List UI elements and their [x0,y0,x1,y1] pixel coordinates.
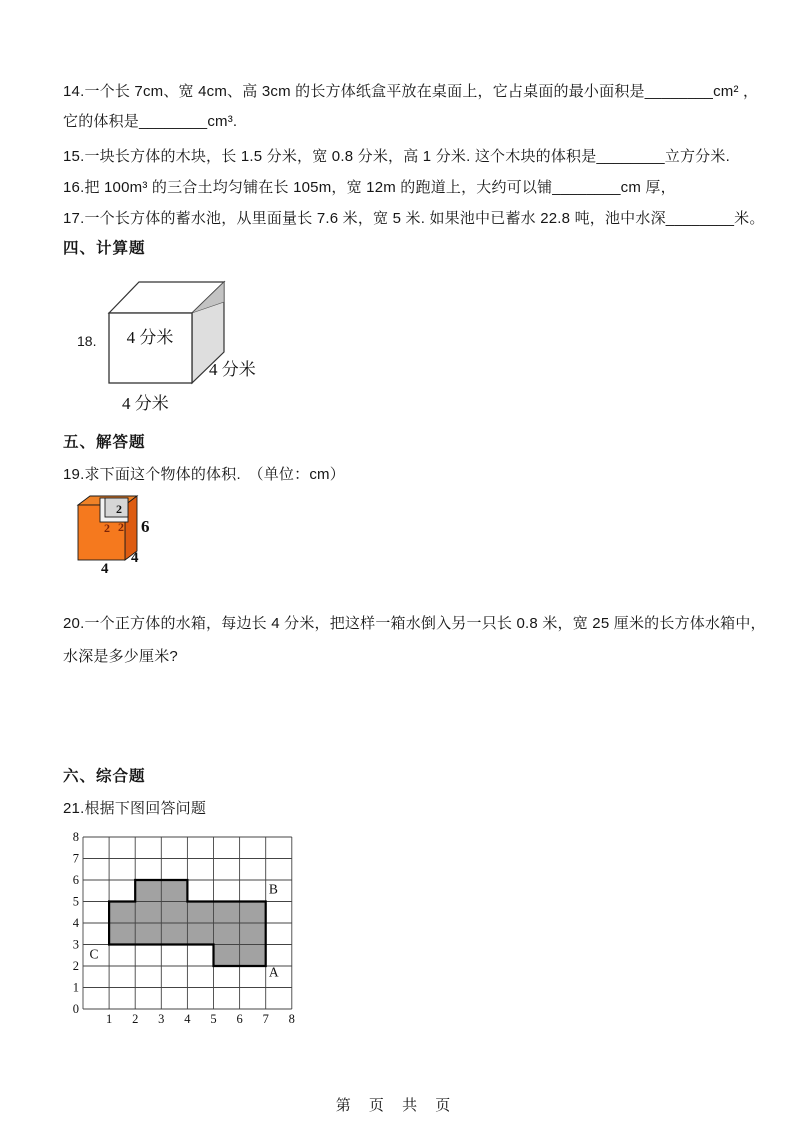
question-16: 16.把 100m³ 的三合土均匀铺在长 105m，宽 12m 的跑道上，大约可以铺________cm 厚， [63,179,676,196]
x-axis-tick: 5 [210,1012,217,1026]
x-axis-tick: 6 [236,1012,243,1026]
figure-21-grid [68,830,308,1030]
question-19: 19.求下面这个物体的体积. （单位：cm） [63,466,345,483]
shaded-cell [135,880,161,902]
shaded-cell [161,880,187,902]
cube-bottom-label: 4 分米 [122,394,169,413]
figure-19-solid [60,492,235,587]
shaded-cell [240,923,266,945]
shaded-cell [109,923,135,945]
y-axis-tick: 3 [72,937,79,952]
question-17: 17.一个长方体的蓄水池，从里面量长 7.6 米，宽 5 米. 如果池中已蓄水 22.8 吨，池中水深________米。 [63,210,765,227]
point-label-a: A [268,964,279,980]
shaded-cell [187,923,213,945]
point-label-c: C [89,946,99,962]
solid-height-label: 6 [141,517,150,536]
shaded-cell [161,923,187,945]
figure-18-cube [60,276,310,418]
cube-front-face [109,313,192,383]
question-14-line-1: 14.一个长 7cm、宽 4cm、高 3cm 的长方体纸盒平放在桌面上，它占桌面的最小面积是________cm² ， [63,83,759,100]
question-20-line-1: 20.一个正方体的水箱，每边长 4 分米，把这样一箱水倒入另一只长 0.8 米，宽 25 厘米的长方体水箱中， [63,615,766,632]
shaded-cell [109,902,135,924]
solid-width-label: 4 [101,561,109,577]
shaded-cell [240,902,266,924]
notch-size-label: 2 [116,502,122,516]
shaded-cell [240,945,266,967]
question-21: 21.根据下图回答问题 [63,800,207,817]
y-axis-tick: 1 [72,980,79,995]
point-label-b: B [268,881,278,897]
page-footer: 第 页 共 页 [335,1097,458,1114]
shaded-cell [214,902,240,924]
shaded-cell [214,945,240,967]
x-axis-tick: 3 [158,1012,165,1026]
y-axis-tick: 8 [72,830,79,844]
x-axis-tick: 2 [132,1012,139,1026]
question-15: 15.一块长方体的木块，长 1.5 分米，宽 0.8 分米，高 1 分米. 这个木块的体积是________立方分米. [63,148,730,165]
y-axis-tick: 6 [72,873,79,887]
shaded-cell [135,923,161,945]
x-axis-tick: 8 [288,1012,295,1026]
shaded-cell [161,902,187,924]
shaded-cell [214,923,240,945]
notch-below-right-label: 2 [118,520,124,534]
section-5-title: 五、解答题 [63,434,146,451]
cube-front-label: 4 分米 [126,328,174,347]
question-18-number: 18. [77,333,97,349]
section-6-title: 六、综合题 [63,768,146,785]
x-axis-tick: 1 [105,1012,113,1026]
shaded-cell [187,902,213,924]
y-axis-tick: 5 [72,894,79,909]
section-4-title: 四、计算题 [63,240,146,257]
x-axis-tick: 4 [184,1012,191,1026]
x-axis-tick: 7 [262,1012,269,1026]
solid-depth-label: 4 [131,550,139,566]
question-20-line-2: 水深是多少厘米? [63,648,178,665]
question-14-line-2: 它的体积是________cm³. [63,113,238,130]
y-axis-tick: 0 [72,1002,79,1016]
shaded-cell [135,902,161,924]
y-axis-tick: 7 [72,851,79,866]
y-axis-tick: 4 [72,916,79,930]
notch-below-left-label: 2 [104,521,110,535]
y-axis-tick: 2 [72,959,79,973]
cube-side-label: 4 分米 [209,360,256,379]
